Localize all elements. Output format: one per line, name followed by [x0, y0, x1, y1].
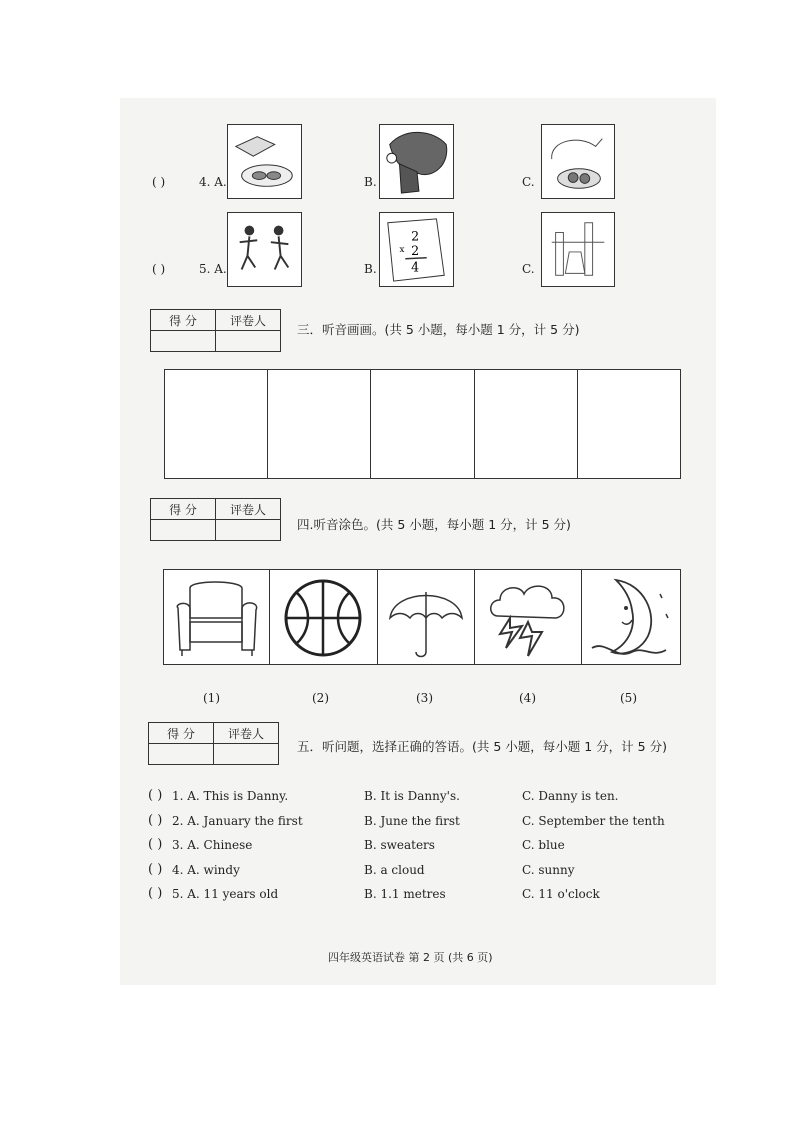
score-label: 得 分 — [151, 499, 216, 520]
q4-option-b-image[interactable] — [379, 124, 454, 199]
coloring-label-2: (2) — [312, 691, 329, 705]
section5-title: 五．听问题，选择正确的答语。(共 5 小题，每小题 1 分，计 5 分) — [297, 739, 667, 754]
score-cell[interactable] — [149, 744, 214, 765]
score-cell[interactable] — [151, 331, 216, 352]
drawing-box-1[interactable] — [165, 370, 268, 478]
coloring-label-4: (4) — [519, 691, 536, 705]
option-c: C. blue — [522, 838, 565, 852]
coloring-label-3: (3) — [416, 691, 433, 705]
option-b: B. It is Danny's. — [364, 789, 460, 803]
fraction-x: x — [399, 244, 405, 255]
fraction-mid: 2 — [411, 242, 420, 258]
answer-paren[interactable]: ( ) — [148, 862, 163, 877]
q4-option-c-label: C. — [522, 175, 535, 189]
drawing-box-4[interactable] — [475, 370, 578, 478]
answer-paren[interactable]: ( ) — [148, 813, 163, 828]
math-book-icon — [380, 213, 453, 286]
fraction-bottom: 4 — [411, 259, 420, 275]
storm-cloud-icon[interactable] — [482, 576, 574, 660]
score-cell[interactable] — [151, 520, 216, 541]
grader-label: 评卷人 — [216, 499, 281, 520]
option-c: C. sunny — [522, 863, 575, 877]
score-table-section4 — [150, 498, 281, 541]
ball-icon[interactable] — [282, 576, 364, 660]
q5-paren: ( ) — [152, 262, 166, 276]
option-a: 5. A. 11 years old — [172, 887, 279, 901]
q4-option-a-label: 4. A. — [199, 175, 227, 189]
grader-cell[interactable] — [216, 520, 281, 541]
option-b: B. sweaters — [364, 838, 435, 852]
option-a: 2. A. January the first — [172, 814, 303, 828]
armchair-icon[interactable] — [170, 578, 264, 658]
food-plate-icon — [228, 125, 301, 198]
children-playing-icon — [228, 213, 301, 286]
umbrella-icon[interactable] — [384, 576, 468, 660]
q4-paren: ( ) — [152, 175, 166, 189]
score-table-section5 — [148, 722, 279, 765]
grader-label: 评卷人 — [214, 723, 279, 744]
option-c: C. Danny is ten. — [522, 789, 619, 803]
grader-cell[interactable] — [214, 744, 279, 765]
science-lab-icon — [542, 213, 614, 286]
option-a: 3. A. Chinese — [172, 838, 253, 852]
option-a: 1. A. This is Danny. — [172, 789, 289, 803]
section3-title: 三．听音画画。(共 5 小题，每小题 1 分，计 5 分) — [297, 322, 580, 337]
q4-option-a-image[interactable] — [227, 124, 302, 199]
q5-option-a-image[interactable] — [227, 212, 302, 287]
moon-icon[interactable] — [586, 574, 678, 662]
q4-option-b-label: B. — [364, 175, 377, 189]
q4-option-c-image[interactable] — [541, 124, 615, 199]
q5-option-c-image[interactable] — [541, 212, 615, 287]
option-b: B. June the first — [364, 814, 460, 828]
section4-title: 四.听音涂色。(共 5 小题，每小题 1 分，计 5 分) — [297, 517, 571, 532]
q5-option-c-label: C. — [522, 262, 535, 276]
score-label: 得 分 — [149, 723, 214, 744]
q5-option-b-label: B. — [364, 262, 377, 276]
score-table-section3 — [150, 309, 281, 352]
answer-paren[interactable]: ( ) — [148, 886, 163, 901]
page-footer: 四年级英语试卷 第 2 页 (共 6 页) — [328, 951, 493, 964]
grader-label: 评卷人 — [216, 310, 281, 331]
grader-cell[interactable] — [216, 331, 281, 352]
option-a: 4. A. windy — [172, 863, 240, 877]
scarf-icon — [380, 125, 453, 198]
q5-option-b-image[interactable] — [379, 212, 454, 287]
option-c: C. 11 o'clock — [522, 887, 600, 901]
score-label: 得 分 — [151, 310, 216, 331]
coloring-pictures — [163, 569, 681, 665]
coloring-label-5: (5) — [620, 691, 637, 705]
bowl-icon — [542, 125, 614, 198]
fraction-top: 2 — [411, 228, 420, 244]
drawing-box-3[interactable] — [371, 370, 474, 478]
drawing-boxes — [164, 369, 681, 479]
option-b: B. 1.1 metres — [364, 887, 446, 901]
answer-paren[interactable]: ( ) — [148, 837, 163, 852]
option-c: C. September the tenth — [522, 814, 665, 828]
drawing-box-5[interactable] — [578, 370, 680, 478]
answer-paren[interactable]: ( ) — [148, 788, 163, 803]
drawing-box-2[interactable] — [268, 370, 371, 478]
option-b: B. a cloud — [364, 863, 425, 877]
coloring-label-1: (1) — [203, 691, 220, 705]
q5-option-a-label: 5. A. — [199, 262, 227, 276]
